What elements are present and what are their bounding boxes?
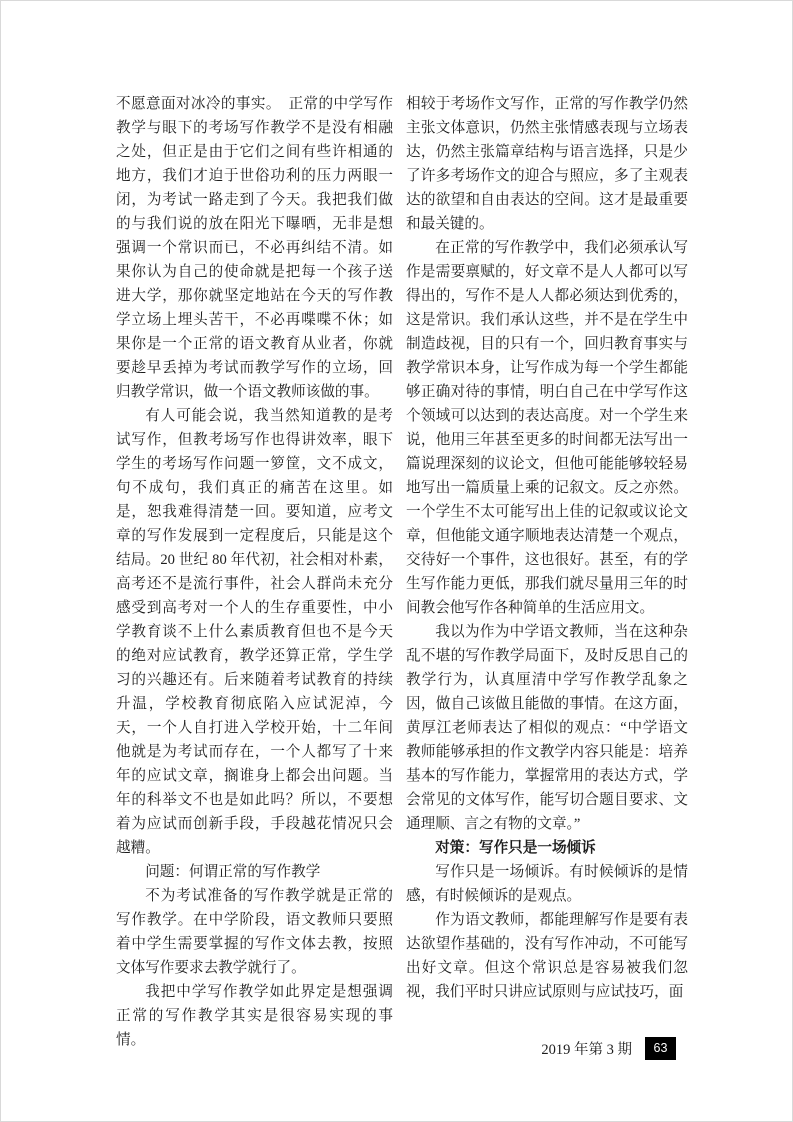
subheading-strategy: 对策：写作只是一场倾诉 bbox=[435, 840, 596, 856]
paragraph: 不愿意面对冰冷的事实。 正常的中学写作教学与眼下的考场写作教学不是没有相融之处，但正是由于它们之间有些许相通的地方，我们才迫于世俗功利的压力两眼一闭，为考试一路走到了今天。我把我们做的与我们说的放在阳光下曝晒，无非是想强调一个常识而已，不必再纠结不清。如果你认为自己的使命就是把每一个孩子送进大学，那你就坚定地站在今天的写作教学立场上埋头苦干，不必再喋喋不休；如果你是一个正常的语文教育从业者，你就要趁早丢掉为考试而教学写作的立场，回归教学常识，做一个语文教师该做的事。 bbox=[116, 96, 393, 400]
right-column bbox=[406, 92, 688, 1052]
paragraph: 写作只是一场倾诉。有时候倾诉的是情感，有时候倾诉的是观点。 bbox=[406, 864, 688, 904]
page-footer bbox=[541, 1036, 676, 1060]
article-body bbox=[116, 92, 688, 1052]
paragraph: 作为语文教师，都能理解写作是要有表达欲望作基础的，没有写作冲动，不可能写出好文章。但这个常识总是容易被我们忽视，我们平时只讲应试原则与应试技巧，面 bbox=[406, 912, 688, 1000]
paragraph: 不为考试准备的写作教学就是正常的写作教学。在中学阶段，语文教师只要照着中学生需要掌握的写作文体去教，按照文体写作要求去教学就行了。 bbox=[116, 888, 393, 976]
paragraph: 有人可能会说，我当然知道教的是考试写作，但教考场写作也得讲效率，眼下学生的考场写作问题一箩筐，文不成文，句不成句，我们真正的痛苦在这里。如是，恕我难得清楚一回。要知道，应考文章的写作发展到一定程度后，只能是这个结局。20 世纪 80 年代初，社会相对朴素，高考还不是流行事件，社会人群尚未充分感受到高考对一个人的生存重要性，中小学教育谈不上什么素质教育但也不是今天的绝对应试教育，教学还算正常，学生学习的兴趣还有。后来随着考试教育的持续升温，学校教育彻底陷入应试泥淖，今天，一个人自打进入学校开始，十二年间他就是为考试而存在，一个人都写了十来年的应试文章，搁谁身上都会出问题。当年的科举文不也是如此吗？所以，不要想着为应试而创新手段，手段越花情况只会越糟。 bbox=[116, 408, 393, 856]
paragraph: 相较于考场作文写作，正常的写作教学仍然主张文体意识，仍然主张情感表现与立场表达，仍然主张篇章结构与语言选择，只是少了许多考场作文的迎合与照应，多了主观表达的欲望和自由表达的空间。这才是最重要和最关键的。 bbox=[406, 96, 688, 232]
paragraph: 在正常的写作教学中，我们必须承认写作是需要禀赋的，好文章不是人人都可以写得出的，写作不是人人都必须达到优秀的，这是常识。我们承认这些，并不是在学生中制造歧视，目的只有一个，回归教育事实与教学常识本身，让写作成为每一个学生都能够正确对待的事情，明白自己在中学写作这个领域可以达到的表达高度。对一个学生来说，他用三年甚至更多的时间都无法写出一篇说理深刻的议论文，但他可能能够较轻易地写出一篇质量上乘的记叙文。反之亦然。一个学生不太可能写出上佳的记叙或议论文章，但他能文通字顺地表达清楚一个观点，交待好一个事件，这也很好。甚至，有的学生写作能力更低，那我们就尽量用三年的时间教会他写作各种简单的生活应用文。 bbox=[406, 240, 688, 616]
issue-label: 2019 年第 3 期 bbox=[541, 1041, 632, 1058]
page-number-badge: 63 bbox=[645, 1037, 676, 1060]
paragraph: 我把中学写作教学如此界定是想强调正常的写作教学其实是很容易实现的事情。 bbox=[116, 984, 393, 1048]
paragraph: 我以为作为中学语文教师，当在这种杂乱不堪的写作教学局面下，及时反思自己的教学行为，认真厘清中学写作教学乱象之因，做自己该做且能做的事情。在这方面，黄厚江老师表达了相似的观点：“中学语文教师能够承担的作文教学内容只能是：培养基本的写作能力，掌握常用的表达方式，学会常见的文体写作，能写切合题目要求、文通理顺、言之有物的文章。” bbox=[406, 624, 688, 832]
subheading-problem: 问题：何谓正常的写作教学 bbox=[145, 864, 321, 880]
left-column bbox=[116, 92, 393, 1052]
